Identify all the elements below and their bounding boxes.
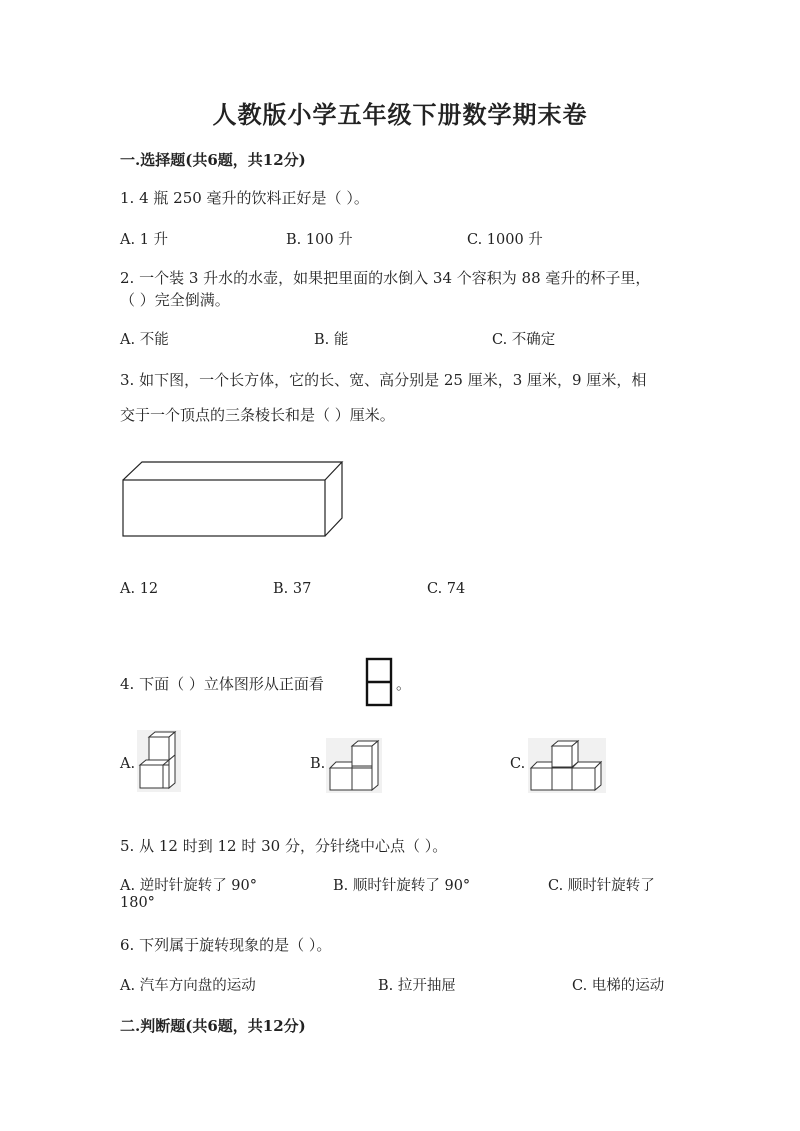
question-3-option-a[interactable]: A. 12 [120, 581, 159, 597]
question-4-option-c[interactable]: C. [510, 756, 526, 772]
question-6-option-a[interactable]: A. 汽车方向盘的运动 [120, 978, 256, 994]
cuboid-figure [120, 460, 345, 538]
question-2-option-a[interactable]: A. 不能 [120, 332, 169, 348]
question-5-option-a[interactable]: A. 逆时针旋转了 90° [120, 878, 257, 894]
question-3-line-2: 交于一个顶点的三条棱长和是（ ）厘米。 [120, 406, 395, 424]
section-1-heading: 一.选择题(共6题，共12分) [120, 151, 306, 169]
question-5-text: 5. 从 12 时到 12 时 30 分，分针绕中心点（ ）。 [120, 837, 448, 855]
question-2-line-1: 2. 一个装 3 升水的水壶，如果把里面的水倒入 34 个容积为 88 毫升的杯子里， [120, 269, 651, 287]
question-6-text: 6. 下列属于旋转现象的是（ ）。 [120, 936, 332, 954]
question-3-option-b[interactable]: B. 37 [273, 581, 312, 597]
question-4-option-b[interactable]: B. [310, 756, 326, 772]
question-4-option-a[interactable]: A. [120, 756, 136, 772]
cube-stack-b-icon[interactable] [326, 738, 382, 793]
question-1-option-a[interactable]: A. 1 升 [120, 232, 169, 248]
question-3-line-1: 3. 如下图，一个长方体，它的长、宽、高分别是 25 厘米，3 厘米，9 厘米，相 [120, 371, 647, 389]
question-5-option-c-wrap: 180° [120, 895, 155, 911]
question-2-option-c[interactable]: C. 不确定 [492, 332, 556, 348]
question-5-option-c[interactable]: C. 顺时针旋转了 [548, 878, 655, 894]
question-5-option-b[interactable]: B. 顺时针旋转了 90° [333, 878, 471, 894]
page-title: 人教版小学五年级下册数学期末卷 [212, 100, 588, 129]
question-4-text: 4. 下面（ ）立体图形从正面看 [120, 675, 324, 693]
front-view-icon [365, 657, 395, 707]
question-1-option-b[interactable]: B. 100 升 [286, 232, 353, 248]
question-1-text: 1. 4 瓶 250 毫升的饮料正好是（ ）。 [120, 189, 369, 207]
question-4-text-end: 。 [396, 675, 412, 693]
cube-stack-c-icon[interactable] [528, 738, 606, 793]
question-6-option-c[interactable]: C. 电梯的运动 [572, 978, 665, 994]
question-2-option-b[interactable]: B. 能 [314, 332, 349, 348]
section-2-heading: 二.判断题(共6题，共12分) [120, 1017, 306, 1035]
question-2-line-2: （ ）完全倒满。 [120, 291, 230, 309]
question-3-option-c[interactable]: C. 74 [427, 581, 466, 597]
question-1-option-c[interactable]: C. 1000 升 [467, 232, 543, 248]
cube-stack-a-icon[interactable] [137, 730, 181, 792]
question-6-option-b[interactable]: B. 拉开抽屉 [378, 978, 456, 994]
